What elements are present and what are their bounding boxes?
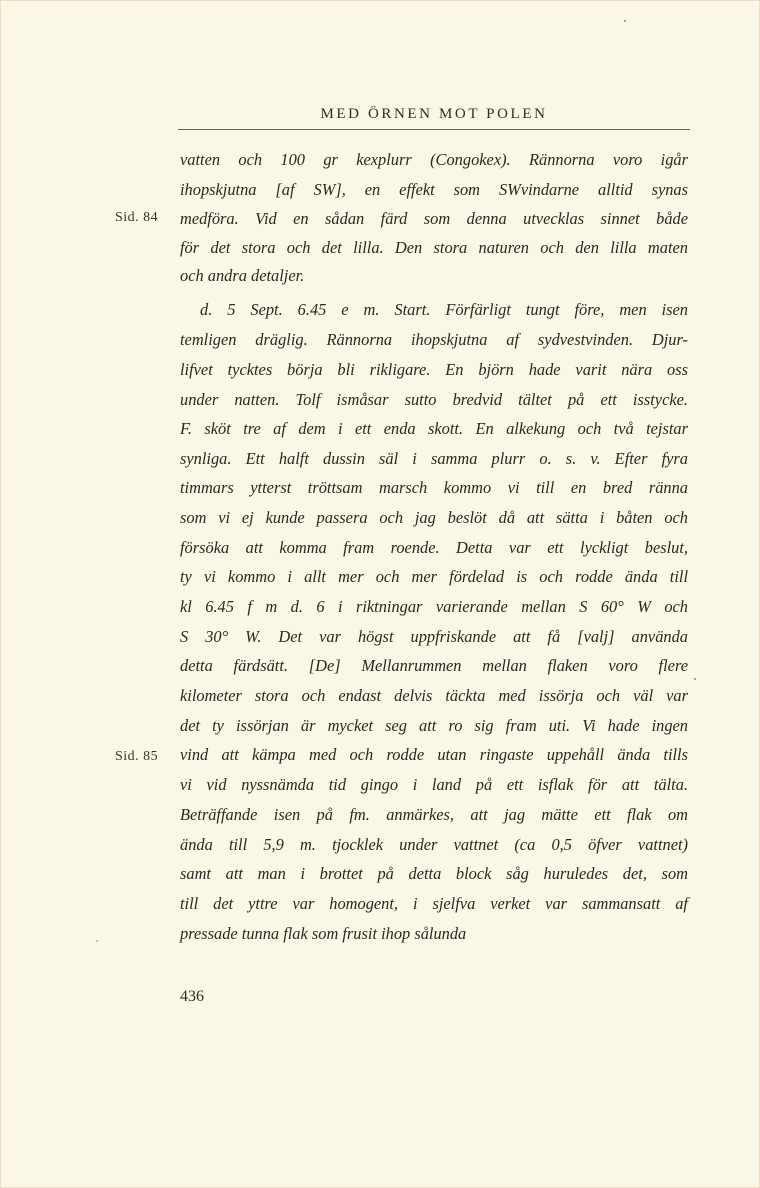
text-line: samt att man i brottet på detta block såg huruledes det, som: [180, 864, 688, 883]
text-line: lifvet tycktes börja bli rikligare. En björn hade varit nära oss: [180, 360, 688, 379]
text-line: timmars ytterst tröttsam marsch kommo vi till en bred ränna: [180, 478, 688, 497]
text-line: vind att kämpa med och rodde utan ringaste uppehåll ända tills: [180, 745, 688, 764]
text-line: vatten och 100 gr kexplurr (Congokex). Rännorna voro igår: [180, 150, 688, 169]
text-line: under natten. Tolf ismåsar sutto bredvid tältet på ett isstycke.: [180, 390, 688, 409]
text-line: d. 5 Sept. 6.45 e m. Start. Förfärligt tungt före, men isen: [200, 300, 688, 319]
text-line: pressade tunna flak som frusit ihop sålunda: [180, 924, 467, 943]
text-line: vi vid nyssnämda tid gingo i land på ett isflak för att tälta.: [180, 775, 688, 794]
text-line: kl 6.45 f m d. 6 i riktningar varierande mellan S 60° W och: [180, 597, 688, 616]
text-line: ända till 5,9 m. tjocklek under vattnet (ca 0,5 öfver vattnet): [180, 835, 688, 854]
text-line: som vi ej kunde passera och jag beslöt då att sätta i båten och: [180, 508, 688, 527]
running-head: MED ÖRNEN MOT POLEN: [320, 106, 548, 122]
text-line: medföra. Vid en sådan färd som denna utvecklas sinnet både: [180, 209, 688, 228]
text-line: F. sköt tre af dem i ett enda skott. En alkekung och två tejstar: [180, 419, 688, 438]
page-number: 436: [180, 988, 204, 1005]
margin-note-sid-84: Sid. 84: [115, 210, 159, 225]
text-line: försöka att komma fram roende. Detta var ett lyckligt beslut,: [180, 538, 688, 557]
text-line: ty vi kommo i allt mer och mer fördelad is och rodde ända till: [180, 567, 688, 586]
text-line: kilometer stora och endast delvis täckta med issörja och väl var: [180, 686, 688, 705]
header-rule: [178, 129, 690, 130]
text-line: till det yttre var homogent, i sjelfva verket var sammansatt af: [180, 894, 688, 913]
margin-note-sid-85: Sid. 85: [115, 749, 159, 764]
text-line: för det stora och det lilla. Den stora naturen och den lilla maten: [180, 238, 688, 257]
text-line: och andra detaljer.: [180, 266, 305, 285]
text-line: detta färdsätt. [De] Mellanrummen mellan flaken voro flere: [180, 656, 688, 675]
paper-speck: [624, 20, 626, 22]
paper-speck: [694, 678, 696, 680]
text-line: det ty issörjan är mycket seg att ro sig fram uti. Vi hade ingen: [180, 716, 688, 735]
text-line: ihopskjutna [af SW], en effekt som SWvindarne alltid synas: [180, 180, 688, 199]
text-line: S 30° W. Det var högst uppfriskande att få [valj] använda: [180, 627, 688, 646]
paper-speck: [96, 940, 98, 942]
text-line: synliga. Ett halft dussin säl i samma plurr o. s. v. Efter fyra: [180, 449, 688, 468]
text-line: temligen dräglig. Rännorna ihopskjutna af sydvestvinden. Djur-: [180, 330, 688, 349]
text-line: Beträffande isen på fm. anmärkes, att jag mätte ett flak om: [180, 805, 688, 824]
